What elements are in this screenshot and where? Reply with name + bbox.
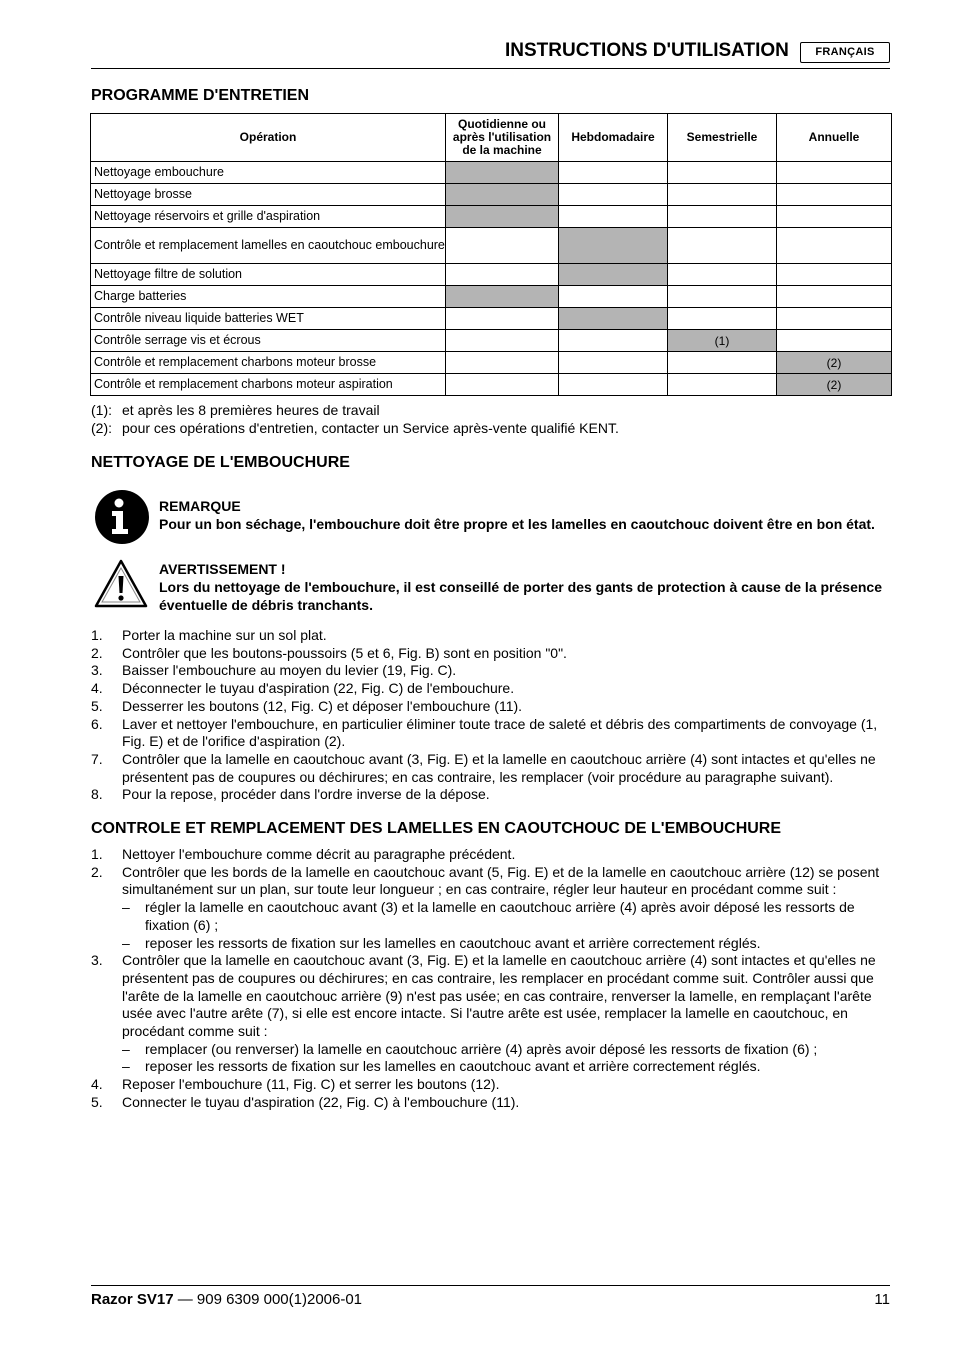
step-text: Laver et nettoyer l'embouchure, en particulier éliminer toute trace de saleté et débris des compartiments de convoyage (1, Fig. E) et de l'orifice d'aspiration (2). bbox=[122, 715, 878, 750]
schedule-cell bbox=[777, 162, 892, 184]
schedule-cell bbox=[559, 374, 668, 396]
schedule-cell bbox=[446, 308, 559, 330]
table-row bbox=[91, 308, 892, 330]
schedule-cell bbox=[446, 264, 559, 286]
column-header: Quotidienne ou après l'utilisation de la machine bbox=[446, 114, 559, 162]
cleaning-steps bbox=[91, 627, 891, 804]
sub-list-item bbox=[91, 1041, 891, 1059]
sub-list-item bbox=[91, 1058, 891, 1076]
step-text: Contrôler que la lamelle en caoutchouc avant (3, Fig. E) et la lamelle en caoutchouc arrière (4) sont intactes et qu'elles ne présentent pas de coupures ou déchirures; en cas contraire, les remplacer (voir procédure au paragraphe suivant). bbox=[122, 750, 876, 785]
table-row bbox=[91, 162, 892, 184]
column-header: Semestrielle bbox=[668, 114, 777, 162]
footer-doc-number: — 909 6309 000(1)2006-01 bbox=[173, 1291, 363, 1308]
operation-cell: Nettoyage embouchure bbox=[91, 162, 446, 184]
schedule-cell bbox=[446, 206, 559, 228]
step-number: 4. bbox=[91, 1076, 103, 1093]
sub-list-item bbox=[91, 935, 891, 953]
schedule-cell bbox=[446, 330, 559, 352]
operation-cell: Contrôle et remplacement lamelles en caoutchouc embouchure bbox=[91, 228, 446, 264]
schedule-cell: (2) bbox=[777, 352, 892, 374]
list-item bbox=[91, 698, 891, 716]
schedule-cell bbox=[446, 184, 559, 206]
schedule-cell bbox=[668, 308, 777, 330]
schedule-cell: (2) bbox=[777, 374, 892, 396]
sub-step-text: remplacer (ou renverser) la lamelle en caoutchouc arrière (4) après avoir déposé les ressorts de fixation (6) ; bbox=[145, 1040, 818, 1057]
footnote bbox=[91, 420, 619, 438]
step-text: Desserrer les boutons (12, Fig. C) et déposer l'embouchure (11). bbox=[122, 697, 523, 714]
dash-marker: – bbox=[122, 934, 130, 951]
warning-box bbox=[159, 560, 894, 614]
list-item bbox=[91, 627, 891, 645]
column-header: Hebdomadaire bbox=[559, 114, 668, 162]
table-row bbox=[91, 352, 892, 374]
table-row bbox=[91, 374, 892, 396]
footer-doc-info bbox=[91, 1291, 362, 1308]
schedule-cell bbox=[777, 330, 892, 352]
schedule-cell bbox=[668, 184, 777, 206]
step-number: 1. bbox=[91, 627, 103, 643]
step-number: 4. bbox=[91, 680, 103, 697]
schedule-cell bbox=[777, 184, 892, 206]
sub-step-text: reposer les ressorts de fixation sur les lamelles en caoutchouc avant et arrière correctement réglés. bbox=[145, 1058, 761, 1075]
step-number: 5. bbox=[91, 1093, 103, 1110]
schedule-cell: (1) bbox=[668, 330, 777, 352]
schedule-cell bbox=[559, 352, 668, 374]
remark-box bbox=[159, 497, 894, 533]
operation-cell: Nettoyage réservoirs et grille d'aspiration bbox=[91, 206, 446, 228]
operation-cell: Contrôle et remplacement charbons moteur brosse bbox=[91, 352, 446, 374]
step-number: 2. bbox=[91, 644, 103, 661]
step-text: Nettoyer l'embouchure comme décrit au paragraphe précédent. bbox=[122, 846, 516, 862]
remark-title: REMARQUE bbox=[159, 498, 241, 514]
step-text: Contrôler que les boutons-poussoirs (5 et 6, Fig. B) sont en position "0". bbox=[122, 644, 567, 661]
schedule-cell bbox=[446, 286, 559, 308]
schedule-heading: PROGRAMME D'ENTRETIEN bbox=[91, 87, 310, 104]
list-item bbox=[91, 952, 891, 1041]
sub-step-text: régler la lamelle en caoutchouc avant (3) et la lamelle en caoutchouc arrière (4) après avoir déposé les ressorts de fixation (6) ; bbox=[145, 899, 855, 933]
schedule-cell bbox=[668, 352, 777, 374]
table-row bbox=[91, 264, 892, 286]
schedule-cell bbox=[777, 286, 892, 308]
schedule-cell bbox=[668, 162, 777, 184]
footnote-key: (2): bbox=[91, 419, 112, 436]
list-item bbox=[91, 1094, 891, 1112]
schedule-cell bbox=[446, 162, 559, 184]
list-item bbox=[91, 662, 891, 680]
page-header-title: INSTRUCTIONS D'UTILISATION bbox=[505, 40, 789, 61]
operation-cell: Contrôle serrage vis et écrous bbox=[91, 330, 446, 352]
page-number: 11 bbox=[874, 1291, 890, 1308]
table-row bbox=[91, 286, 892, 308]
table-row bbox=[91, 184, 892, 206]
schedule-cell bbox=[559, 264, 668, 286]
step-text: Pour la repose, procéder dans l'ordre inverse de la dépose. bbox=[122, 786, 490, 803]
info-icon bbox=[94, 489, 150, 545]
cleaning-heading: NETTOYAGE DE L'EMBOUCHURE bbox=[91, 454, 350, 471]
warning-triangle-icon bbox=[94, 559, 148, 609]
lamellae-heading: CONTROLE ET REMPLACEMENT DES LAMELLES EN CAOUTCHOUC DE L'EMBOUCHURE bbox=[91, 820, 782, 837]
footer-model: Razor SV17 bbox=[91, 1291, 174, 1308]
schedule-cell bbox=[777, 228, 892, 264]
schedule-cell bbox=[668, 374, 777, 396]
table-header-row bbox=[91, 114, 892, 162]
schedule-cell bbox=[446, 228, 559, 264]
sub-step-text: reposer les ressorts de fixation sur les lamelles en caoutchouc avant et arrière correctement réglés. bbox=[145, 934, 761, 951]
sub-list-item bbox=[91, 899, 891, 934]
schedule-cell bbox=[668, 286, 777, 308]
maintenance-schedule-table bbox=[90, 113, 892, 396]
operation-cell: Contrôle et remplacement charbons moteur aspiration bbox=[91, 374, 446, 396]
schedule-cell bbox=[668, 228, 777, 264]
dash-marker: – bbox=[122, 899, 130, 916]
step-number: 6. bbox=[91, 715, 103, 732]
column-header: Annuelle bbox=[777, 114, 892, 162]
list-item bbox=[91, 716, 891, 751]
step-text: Déconnecter le tuyau d'aspiration (22, Fig. C) de l'embouchure. bbox=[122, 680, 515, 697]
list-item bbox=[91, 864, 891, 899]
step-number: 3. bbox=[91, 952, 103, 969]
step-number: 2. bbox=[91, 863, 103, 880]
dash-marker: – bbox=[122, 1040, 130, 1057]
step-number: 5. bbox=[91, 697, 103, 714]
step-text: Reposer l'embouchure (11, Fig. C) et serrer les boutons (12). bbox=[122, 1076, 500, 1093]
step-text: Porter la machine sur un sol plat. bbox=[122, 627, 327, 643]
step-text: Baisser l'embouchure au moyen du levier (19, Fig. C). bbox=[122, 662, 457, 679]
schedule-cell bbox=[446, 374, 559, 396]
dash-marker: – bbox=[122, 1058, 130, 1075]
column-header: Opération bbox=[91, 114, 446, 162]
schedule-cell bbox=[777, 264, 892, 286]
schedule-cell bbox=[777, 206, 892, 228]
operation-cell: Nettoyage filtre de solution bbox=[91, 264, 446, 286]
lamellae-steps bbox=[91, 846, 891, 1112]
schedule-cell bbox=[559, 286, 668, 308]
footnote-text: et après les 8 premières heures de travail bbox=[122, 402, 380, 418]
schedule-cell bbox=[668, 264, 777, 286]
schedule-cell bbox=[668, 206, 777, 228]
schedule-cell bbox=[446, 352, 559, 374]
schedule-cell bbox=[559, 330, 668, 352]
warning-text: Lors du nettoyage de l'embouchure, il est conseillé de porter des gants de protection à cause de la présence éventuelle de débris tranchants. bbox=[159, 579, 882, 613]
schedule-cell bbox=[559, 206, 668, 228]
table-footnotes bbox=[91, 402, 619, 437]
list-item bbox=[91, 751, 891, 786]
warning-title: AVERTISSEMENT ! bbox=[159, 561, 286, 577]
list-item bbox=[91, 645, 891, 663]
operation-cell: Nettoyage brosse bbox=[91, 184, 446, 206]
footnote bbox=[91, 402, 619, 420]
list-item bbox=[91, 786, 891, 804]
step-text: Contrôler que la lamelle en caoutchouc avant (3, Fig. E) et la lamelle en caoutchouc arrière (4) sont intactes et qu'elles ne présentent pas de coupures ou déchirures; en cas contraire, les remplacer en procédant comme suit. Contrôler aussi que l'arête de la lamelle en caoutchouc arrière (9) n'est pas usée; en cas contraire, renverser la lamelle, en remplaçant l'arête usée avec l'autre arête (7), si elle est encore intacte. Si l'autre arête est usée, remplacer la lamelle en caoutchouc, en procédant comme suit : bbox=[122, 952, 876, 1040]
step-text: Connecter le tuyau d'aspiration (22, Fig. C) à l'embouchure (11). bbox=[122, 1093, 520, 1110]
header-rule bbox=[91, 68, 890, 69]
schedule-cell bbox=[559, 162, 668, 184]
footnote-text: pour ces opérations d'entretien, contacter un Service après-vente qualifié KENT. bbox=[122, 419, 619, 436]
operation-cell: Contrôle niveau liquide batteries WET bbox=[91, 308, 446, 330]
list-item bbox=[91, 680, 891, 698]
operation-cell: Charge batteries bbox=[91, 286, 446, 308]
table-row bbox=[91, 228, 892, 264]
schedule-cell bbox=[777, 308, 892, 330]
step-text: Contrôler que les bords de la lamelle en caoutchouc avant (5, Fig. E) et de la lamelle en caoutchouc arrière (12) se posent simultanément sur un plan, sur toute leur longueur ; en cas contraire, régler leur hauteur en procédant comme suit : bbox=[122, 863, 880, 898]
schedule-cell bbox=[559, 228, 668, 264]
remark-text: Pour un bon séchage, l'embouchure doit être propre et les lamelles en caoutchouc doivent être en bon état. bbox=[159, 516, 875, 532]
table-row bbox=[91, 330, 892, 352]
step-number: 7. bbox=[91, 750, 103, 767]
step-number: 8. bbox=[91, 786, 103, 803]
list-item bbox=[91, 846, 891, 864]
schedule-cell bbox=[559, 184, 668, 206]
footnote-key: (1): bbox=[91, 402, 112, 418]
language-badge: FRANÇAIS bbox=[800, 42, 890, 63]
table-row bbox=[91, 206, 892, 228]
step-number: 3. bbox=[91, 662, 103, 679]
list-item bbox=[91, 1076, 891, 1094]
schedule-cell bbox=[559, 308, 668, 330]
footer-rule bbox=[91, 1285, 890, 1286]
step-number: 1. bbox=[91, 846, 103, 862]
